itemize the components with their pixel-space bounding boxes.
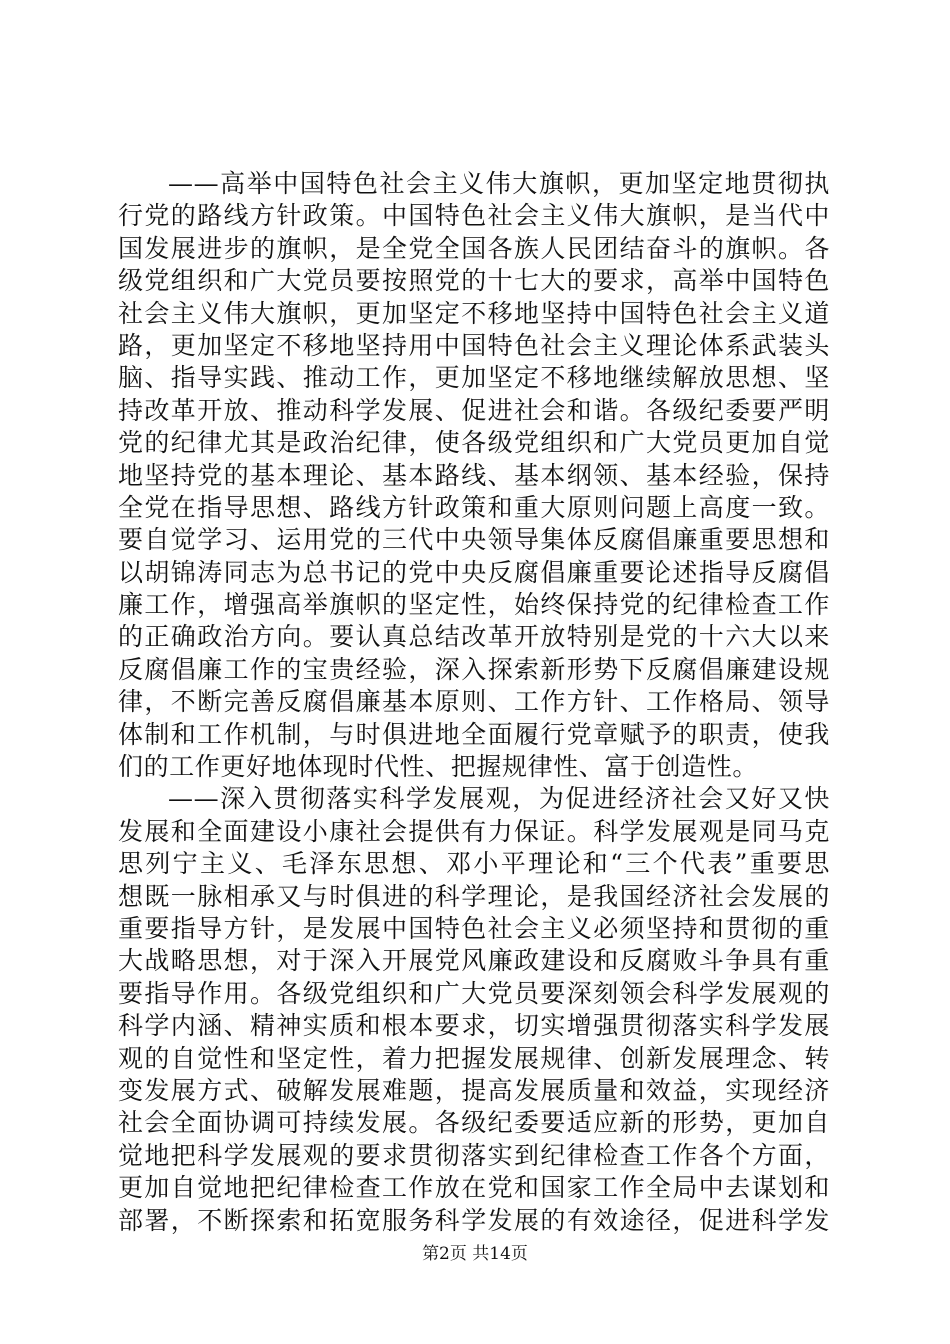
page-footer	[0, 1242, 950, 1266]
text-line: ——深入贯彻落实科学发展观，为促进经济社会又好又快	[168, 784, 830, 814]
text-line: 级党组织和广大党员要按照党的十七大的要求，高举中国特色	[118, 266, 830, 296]
text-line: 路，更加坚定不移地坚持用中国特色社会主义理论体系武装头	[118, 330, 830, 360]
text-line: 要自觉学习、运用党的三代中央领导集体反腐倡廉重要思想和	[118, 525, 830, 555]
text-line: 社会主义伟大旗帜，更加坚定不移地坚持中国特色社会主义道	[118, 298, 830, 328]
text-line: 全党在指导思想、路线方针政策和重大原则问题上高度一致。	[118, 492, 830, 522]
document-body	[118, 168, 830, 1237]
text-line: 体制和工作机制，与时俱进地全面履行党章赋予的职责，使我	[118, 719, 830, 749]
text-line: 想既一脉相承又与时俱进的科学理论，是我国经济社会发展的	[118, 881, 830, 911]
paragraph	[118, 783, 830, 1236]
text-line: 变发展方式、破解发展难题，提高发展质量和效益，实现经济	[118, 1075, 830, 1105]
text-line: 社会全面协调可持续发展。各级纪委要适应新的形势，更加自	[118, 1108, 830, 1138]
text-line: 反腐倡廉工作的宝贵经验，深入探索新形势下反腐倡廉建设规	[118, 654, 830, 684]
text-line: 要指导作用。各级党组织和广大党员要深刻领会科学发展观的	[118, 978, 830, 1008]
text-line: 党的纪律尤其是政治纪律，使各级党组织和广大党员更加自觉	[118, 428, 830, 458]
text-line: 重要指导方针，是发展中国特色社会主义必须坚持和贯彻的重	[118, 913, 830, 943]
page-number: 第2页 共14页	[422, 1244, 528, 1264]
text-line: 的正确政治方向。要认真总结改革开放特别是党的十六大以来	[118, 622, 830, 652]
text-line: 律，不断完善反腐倡廉基本原则、工作方针、工作格局、领导	[118, 687, 830, 717]
paragraph	[118, 168, 830, 783]
text-line: 发展和全面建设小康社会提供有力保证。科学发展观是同马克	[118, 816, 830, 846]
text-line: 大战略思想，对于深入开展党风廉政建设和反腐败斗争具有重	[118, 946, 830, 976]
text-line: 国发展进步的旗帜，是全党全国各族人民团结奋斗的旗帜。各	[118, 233, 830, 263]
text-line: 觉地把科学发展观的要求贯彻落实到纪律检查工作各个方面，	[118, 1140, 830, 1170]
text-line: 们的工作更好地体现时代性、把握规律性、富于创造性。	[118, 752, 759, 782]
text-line: ——高举中国特色社会主义伟大旗帜，更加坚定地贯彻执	[168, 169, 830, 198]
text-line: 以胡锦涛同志为总书记的党中央反腐倡廉重要论述指导反腐倡	[118, 557, 830, 587]
text-line: 科学内涵、精神实质和根本要求，切实增强贯彻落实科学发展	[118, 1011, 830, 1041]
text-line: 行党的路线方针政策。中国特色社会主义伟大旗帜，是当代中	[118, 201, 830, 231]
text-line: 地坚持党的基本理论、基本路线、基本纲领、基本经验，保持	[118, 460, 830, 490]
text-line: 思列宁主义、毛泽东思想、邓小平理论和“三个代表”重要思	[118, 849, 830, 879]
text-line: 脑、指导实践、推动工作，更加坚定不移地继续解放思想、坚	[118, 363, 830, 393]
text-line: 廉工作，增强高举旗帜的坚定性，始终保持党的纪律检查工作	[118, 590, 830, 620]
text-line: 部署，不断探索和拓宽服务科学发展的有效途径，促进科学发	[118, 1205, 830, 1235]
text-line: 更加自觉地把纪律检查工作放在党和国家工作全局中去谋划和	[118, 1173, 830, 1203]
text-line: 观的自觉性和坚定性，着力把握发展规律、创新发展理念、转	[118, 1043, 830, 1073]
text-line: 持改革开放、推动科学发展、促进社会和谐。各级纪委要严明	[118, 395, 830, 425]
